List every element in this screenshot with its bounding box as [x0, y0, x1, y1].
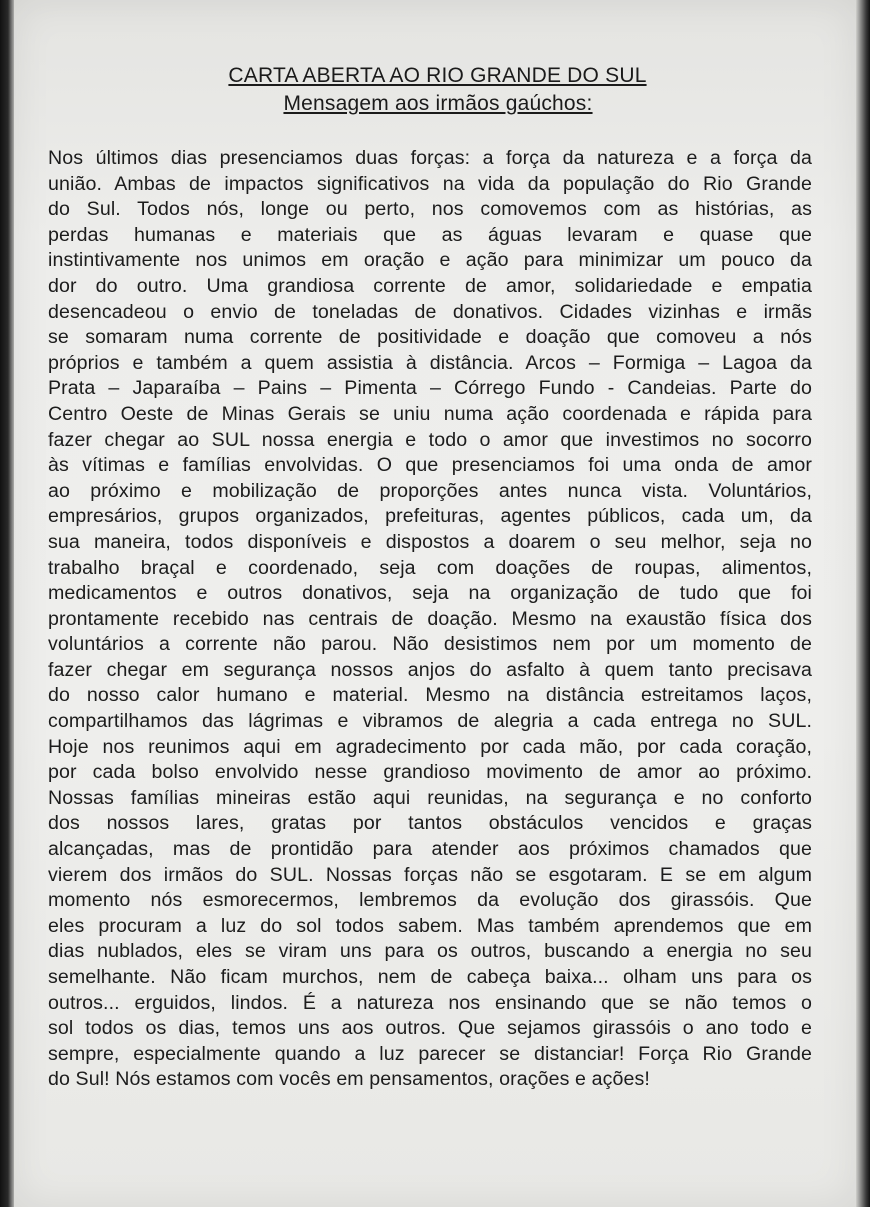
letter-line: dias nublados, eles se viram uns para os outros, buscando a energia no seu — [48, 940, 812, 963]
letter-line: Nossas famílias mineiras estão aqui reunidas, na segurança e no conforto — [48, 786, 812, 809]
letter-line: Nos últimos dias presenciamos duas forças: a força da natureza e a força da — [48, 147, 812, 169]
letter-line: eles procuram a luz do sol todos sabem. Mas também aprendemos que em — [48, 914, 812, 937]
letter-line: ao próximo e mobilização de proporções antes nunca vista. Voluntários, — [48, 479, 812, 502]
letter-line: instintivamente nos unimos em oração e ação para minimizar um pouco da — [48, 249, 812, 272]
letter-line: fazer chegar em segurança nossos anjos do asfalto à quem tanto precisava — [48, 658, 812, 681]
letter-line: do nosso calor humano e material. Mesmo na distância estreitamos laços, — [48, 684, 812, 707]
letter-line: voluntários a corrente não parou. Não desistimos nem por um momento de — [48, 633, 812, 656]
letter-line: próprios e também a quem assistia à distância. Arcos – Formiga – Lagoa da — [48, 351, 812, 374]
letter-line: empresários, grupos organizados, prefeituras, agentes públicos, cada um, da — [48, 505, 812, 528]
letter-line: do Sul! Nós estamos com vocês em pensamentos, orações e ações! — [48, 1068, 650, 1091]
letter-line: fazer chegar ao SUL nossa energia e todo o amor que investimos no socorro — [48, 428, 812, 451]
letter-line: união. Ambas de impactos significativos na vida da população do Rio Grande — [48, 172, 812, 195]
letter-line: sol todos os dias, temos uns aos outros. Que sejamos girassóis o ano todo e — [48, 1017, 812, 1040]
letter-line: do Sul. Todos nós, longe ou perto, nos comovemos com as histórias, as — [48, 198, 812, 221]
letter-line: outros... erguidos, lindos. É a natureza nos ensinando que se não temos o — [48, 991, 812, 1014]
letter-title: CARTA ABERTA AO RIO GRANDE DO SUL — [228, 64, 647, 87]
letter-line: sua maneira, todos disponíveis e dispostos a doarem o seu melhor, seja no — [48, 530, 812, 553]
letter-header — [0, 62, 870, 118]
letter-line: semelhante. Não ficam murchos, nem de cabeça baixa... olham uns para os — [48, 966, 812, 988]
letter-line: vierem dos irmãos do SUL. Nossas forças não se esgotaram. E se em algum — [48, 863, 812, 886]
letter-line: Centro Oeste de Minas Gerais se uniu numa ação coordenada e rápida para — [48, 402, 812, 425]
letter-line: momento nós esmorecermos, lembremos da evolução dos girassóis. Que — [48, 889, 812, 912]
letter-line: trabalho braçal e coordenado, seja com doações de roupas, alimentos, — [48, 556, 812, 579]
letter-line: às vítimas e famílias envolvidas. O que presenciamos foi uma onda de amor — [48, 454, 812, 477]
letter-subtitle: Mensagem aos irmãos gaúchos: — [283, 92, 593, 115]
letter-line: dos nossos lares, gratas por tantos obstáculos vencidos e graças — [48, 812, 812, 835]
letter-line: se somaram numa corrente de positividade e doação que comoveu a nós — [48, 326, 812, 349]
letter-line: dor do outro. Uma grandiosa corrente de amor, solidariedade e empatia — [48, 274, 812, 297]
letter-line: desencadeou o envio de toneladas de donativos. Cidades vizinhas e irmãs — [48, 300, 812, 323]
letter-line: Prata – Japaraíba – Pains – Pimenta – Córrego Fundo - Candeias. Parte do — [48, 377, 812, 400]
letter-line: Hoje nos reunimos aqui em agradecimento por cada mão, por cada coração, — [48, 735, 812, 758]
letter-line: por cada bolso envolvido nesse grandioso movimento de amor ao próximo. — [48, 761, 812, 784]
letter-line: perdas humanas e materiais que as águas levaram e quase que — [48, 223, 812, 246]
letter-line: prontamente recebido nas centrais de doação. Mesmo na exaustão física dos — [48, 607, 812, 630]
letter-line: compartilhamos das lágrimas e vibramos de alegria a cada entrega no SUL. — [48, 710, 812, 733]
letter-line: sempre, especialmente quando a luz parecer se distanciar! Força Rio Grande — [48, 1042, 812, 1065]
letter-body — [48, 146, 812, 1093]
letter-line: medicamentos e outros donativos, seja na organização de tudo que foi — [48, 582, 812, 605]
letter-line: alcançadas, mas de prontidão para atender aos próximos chamados que — [48, 838, 812, 861]
